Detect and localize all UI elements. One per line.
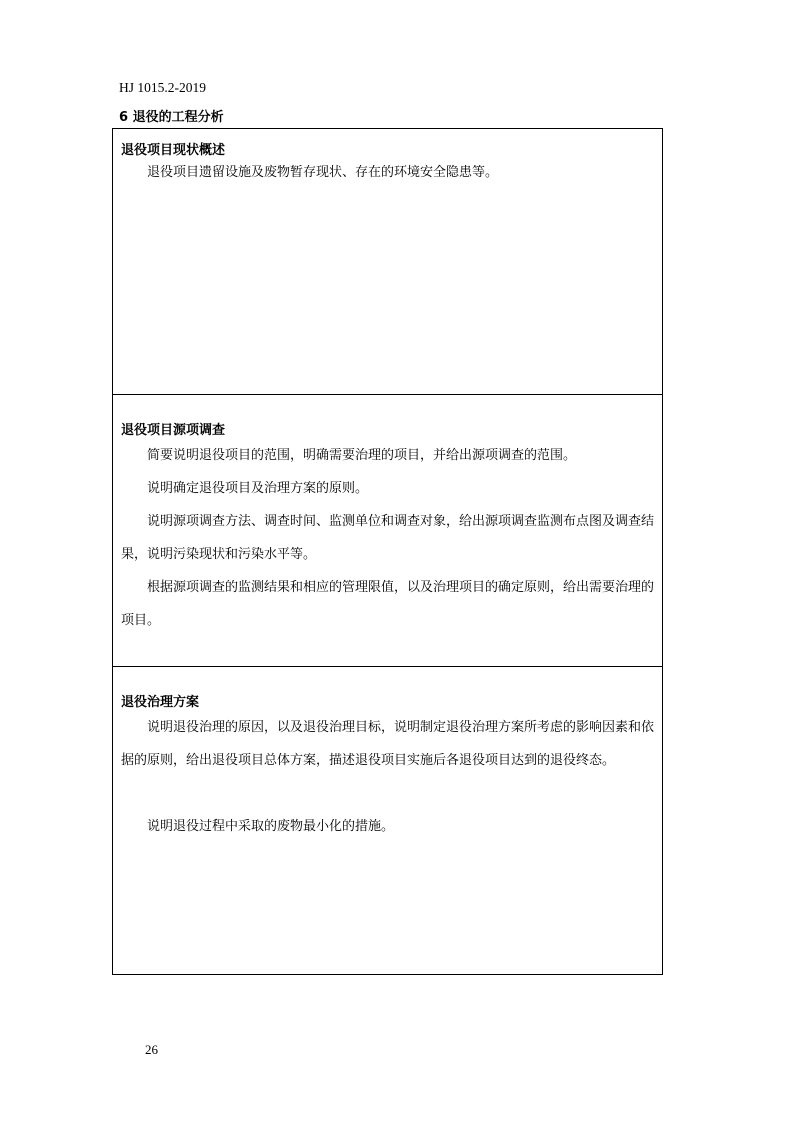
standard-code: HJ 1015.2-2019 bbox=[119, 80, 206, 95]
paragraph: 说明退役过程中采取的废物最小化的措施。 bbox=[147, 819, 395, 834]
cell-heading: 退役治理方案 bbox=[121, 695, 200, 710]
cell-source-investigation bbox=[113, 394, 662, 666]
paragraph: 说明退役治理的原因，以及退役治理目标，说明制定退役治理方案所考虑的影响因素和依据的原则，给出退役项目总体方案，描述退役项目实施后各退役项目达到的退役终态。 bbox=[121, 720, 655, 768]
paragraph: 说明源项调查方法、调查时间、监测单位和调查对象，给出源项调查监测布点图及调查结果，说明污染现状和污染水平等。 bbox=[121, 514, 655, 562]
paragraph: 说明确定退役项目及治理方案的原则。 bbox=[147, 481, 369, 496]
form-table bbox=[112, 128, 663, 975]
cell-current-status bbox=[113, 129, 662, 394]
cell-heading: 退役项目现状概述 bbox=[121, 143, 226, 158]
page-number: 26 bbox=[145, 1042, 158, 1057]
cell-heading: 退役项目源项调查 bbox=[121, 423, 226, 438]
paragraph: 根据源项调查的监测结果和相应的管理限值，以及治理项目的确定原则，给出需要治理的项目。 bbox=[121, 580, 655, 628]
section-title: 6 退役的工程分析 bbox=[119, 110, 224, 125]
paragraph: 简要说明退役项目的范围，明确需要治理的项目，并给出源项调查的范围。 bbox=[147, 448, 577, 463]
cell-remediation-plan bbox=[113, 666, 662, 974]
paragraph: 退役项目遗留设施及废物暂存现状、存在的环境安全隐患等。 bbox=[147, 165, 499, 180]
